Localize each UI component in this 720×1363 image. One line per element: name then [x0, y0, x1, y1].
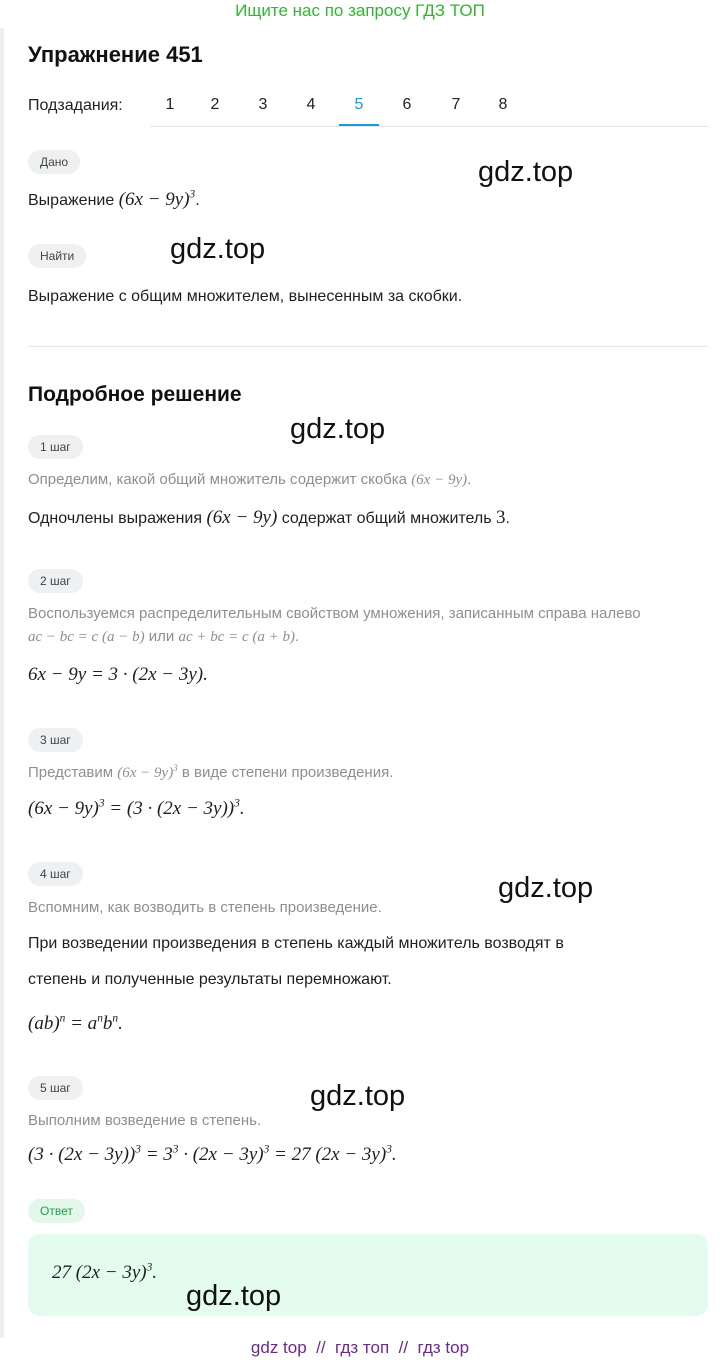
footer-sep: //: [398, 1338, 409, 1357]
step4-muted: Вспомним, как возводить в степень произведение.: [28, 899, 382, 916]
tab-7[interactable]: 7: [451, 96, 461, 113]
step3-pill: 3 шаг: [28, 728, 83, 752]
step4-formula: $(ab)^n = a^nb^n$.: [28, 1012, 123, 1034]
given-text: Выражение $(6x - 9y)^3$.: [28, 188, 200, 210]
tab-8[interactable]: 8: [498, 96, 508, 113]
given-label: Выражение: [28, 192, 115, 209]
find-pill: Найти: [28, 244, 86, 268]
step4-line2: степень и полученные результаты перемножают.: [28, 971, 392, 988]
step2-muted-formula: ac − bc = c (a − b) или ac + bc = c (a + b).: [28, 628, 300, 645]
solution-title: Подробное решение: [28, 383, 242, 406]
given-expr: $(6x - 9y)^3$: [118, 188, 196, 210]
step5-pill: 5 шаг: [28, 1076, 83, 1100]
subtask-tabs: [150, 86, 708, 127]
step4-line1: При возведении произведения в степень каждый множитель возводят в: [28, 935, 564, 952]
subtasks-label: Подзадания:: [28, 97, 123, 114]
left-rule: [0, 28, 4, 1338]
footer-link-2[interactable]: гдз топ: [335, 1338, 390, 1357]
footer-sep: //: [316, 1338, 326, 1357]
footer-link-1[interactable]: gdz top: [250, 1338, 307, 1357]
watermark: gdz.top: [478, 156, 574, 188]
step2-muted: Воспользуемся распределительным свойством умножения, записанным справа налево: [28, 605, 641, 622]
answer-pill: Ответ: [28, 1199, 85, 1223]
tab-1[interactable]: 1: [165, 96, 175, 113]
promo-banner[interactable]: Ищите нас по запросу ГДЗ ТОП: [235, 1, 485, 20]
step2-formula: 6x − 9y = 3 · (2x − 3y).: [28, 664, 208, 685]
footer-link-3[interactable]: гдз top: [417, 1338, 470, 1357]
step1-muted: Определим, какой общий множитель содержит скобка (6x − 9y).: [28, 471, 472, 488]
tab-5[interactable]: 5: [339, 86, 379, 126]
watermark: gdz.top: [498, 872, 594, 904]
watermark: gdz.top: [186, 1280, 282, 1312]
tab-6[interactable]: 6: [402, 96, 412, 113]
step1-pill: 1 шаг: [28, 435, 83, 459]
step2-pill: 2 шаг: [28, 569, 83, 593]
step1-main: Одночлены выражения (6x − 9y) содержат общий множитель 3.: [28, 507, 510, 528]
tab-4[interactable]: 4: [306, 96, 316, 113]
step3-formula: $(6x - 9y)^3 = (3 \cdot (2x - 3y))^3$.: [28, 797, 245, 819]
step4-pill: 4 шаг: [28, 862, 83, 886]
step3-muted: Представим $(6x - 9y)^3$ в виде степени произведения.: [28, 763, 394, 781]
find-text: Выражение с общим множителем, вынесенным за скобки.: [28, 288, 463, 305]
watermark: gdz.top: [290, 413, 386, 445]
given-pill: Дано: [28, 150, 80, 174]
watermark: gdz.top: [170, 233, 266, 265]
footer-links: [0, 1338, 720, 1358]
divider: [28, 346, 708, 347]
page-title: Упражнение 451: [28, 42, 203, 67]
step5-muted: Выполним возведение в степень.: [28, 1112, 262, 1129]
tab-3[interactable]: 3: [258, 96, 268, 113]
answer-formula: 27 $(2x - 3y)^3$.: [52, 1261, 158, 1283]
watermark: gdz.top: [310, 1080, 406, 1112]
step5-formula: $(3 \cdot (2x - 3y))^3 = 3^3 \cdot (2x - 3y)^3 = 27$ $(2x - 3y)^3$.: [28, 1143, 397, 1165]
tab-2[interactable]: 2: [210, 96, 220, 113]
